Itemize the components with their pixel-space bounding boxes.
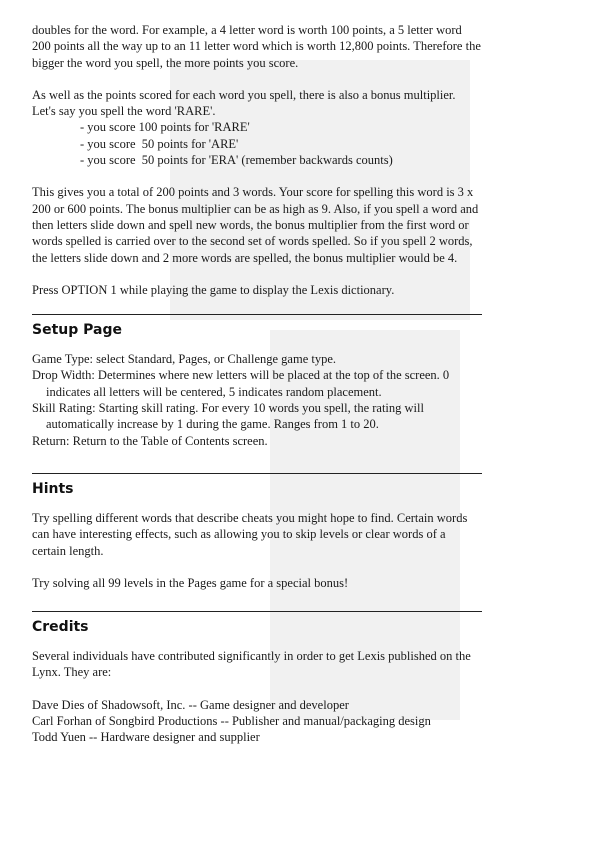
credits-intro: Several individuals have contributed significantly in order to get Lexis published on the Lynx. They are:	[32, 649, 471, 680]
intro-paragraph-4: Press OPTION 1 while playing the game to display the Lexis dictionary.	[32, 282, 395, 297]
section-title-hints: Hints	[32, 480, 74, 497]
credit-entry: Dave Dies of Shadowsoft, Inc. -- Game designer and developer	[32, 697, 349, 712]
intro-paragraph-2: As well as the points scored for each word you spell, there is also a bonus multiplier. Let's say you spell the word 'RARE'.	[32, 87, 456, 119]
setup-item: Return: Return to the Table of Contents screen.	[32, 433, 268, 448]
hints-section	[32, 473, 482, 591]
setup-section	[32, 314, 482, 449]
hints-paragraph-1: Try spelling different words that describe cheats you might hope to find. Certain words can have interesting effects, such as allowing you to skip levels or clear words of a certain length.	[32, 510, 468, 558]
credit-entry: Carl Forhan of Songbird Productions -- Publisher and manual/packaging design	[32, 714, 431, 729]
setup-item: Game Type: select Standard, Pages, or Challenge game type.	[32, 352, 337, 367]
intro-paragraph-1: doubles for the word. For example, a 4 letter word is worth 100 points, a 5 letter word 200 points all the way up to an 11 letter word which is worth 12,800 points. Therefore the bigger the word you spell, the more points you score.	[32, 23, 481, 70]
manual-page	[32, 22, 482, 746]
setup-item: Drop Width: Determines where new letters will be placed at the top of the screen. 0 indicates all letters will be centered, 5 indicates random placement.	[32, 368, 450, 399]
section-title-credits: Credits	[32, 619, 89, 636]
section-title-setup: Setup Page	[32, 322, 122, 339]
example-item: - you score 50 points for 'ERA' (remember backwards counts)	[80, 153, 393, 168]
example-item: - you score 100 points for 'RARE'	[80, 120, 250, 135]
intro-paragraph-3: This gives you a total of 200 points and 3 words. Your score for spelling this word is 3 x 200 or 600 points. The bonus multiplier can be as high as 9. Also, if you spell a word and then letters slide down and spell new words, the bonus multiplier from the first word or words spelled is carried over to the second set of words spelled. So if you spell 2 words, the letters slide down and 2 more words are spelled, the bonus multiplier would be 4.	[32, 185, 479, 265]
example-item: - you score 50 points for 'ARE'	[80, 136, 239, 151]
setup-item: Skill Rating: Starting skill rating. For every 10 words you spell, the rating will automatically increase by 1 during the game. Ranges from 1 to 20.	[32, 401, 424, 432]
credit-entry: Todd Yuen -- Hardware designer and supplier	[32, 730, 260, 745]
hints-paragraph-2: Try solving all 99 levels in the Pages game for a special bonus!	[32, 575, 349, 590]
credits-section	[32, 611, 482, 745]
example-list	[32, 119, 482, 168]
